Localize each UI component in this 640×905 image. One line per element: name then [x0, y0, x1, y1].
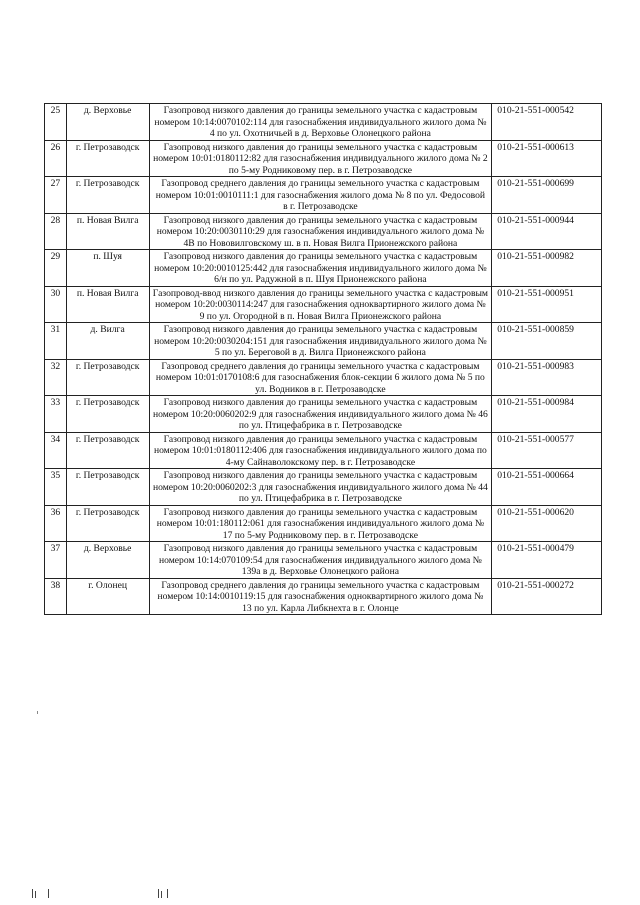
gas-pipeline-registry-table [44, 103, 602, 615]
row-registry-code: 010-21-551-000944 [492, 213, 602, 250]
row-location: д. Верховье [66, 542, 149, 579]
row-description: Газопровод среднего давления до границы земельного участка с кадастровым номером 10:14:0010119:15 для газоснабжения одноквартирного жилого дома № 13 по ул. Карла Либкнехта в г. Олонце [149, 578, 492, 615]
row-description: Газопровод низкого давления до границы земельного участка с кадастровым номером 10:14:0070102:114 для газоснабжения индивидуального жилого дома № 4 по ул. Охотничьей в д. Верховье Олонецкого района [149, 104, 492, 141]
row-description: Газопровод среднего давления до границы земельного участка с кадастровым номером 10:01:0010111:1 для газоснабжения жилого дома № 8 по ул. Федосовой в г. Петрозаводске [149, 177, 492, 214]
row-registry-code: 010-21-551-000982 [492, 250, 602, 287]
row-description: Газопровод низкого давления до границы земельного участка с кадастровым номером 10:20:0060202:9 для газоснабжения индивидуального жилого дома № 46 по ул. Птицефабрика в г. Петрозаводске [149, 396, 492, 433]
row-number: 25 [45, 104, 67, 141]
scan-mark [32, 889, 33, 898]
row-description: Газопровод низкого давления до границы земельного участка с кадастровым номером 10:20:0010125:442 для газоснабжения индивидуального жилого дома № 6/н по ул. Радужной в п. Шуя Прионежского района [149, 250, 492, 287]
row-location: г. Петрозаводск [66, 396, 149, 433]
row-location: г. Петрозаводск [66, 469, 149, 506]
scan-mark [35, 891, 36, 898]
row-registry-code: 010-21-551-000613 [492, 140, 602, 177]
table-row [45, 104, 602, 141]
table-row [45, 286, 602, 323]
row-number: 29 [45, 250, 67, 287]
row-number: 37 [45, 542, 67, 579]
table-row [45, 359, 602, 396]
row-registry-code: 010-21-551-000951 [492, 286, 602, 323]
row-number: 31 [45, 323, 67, 360]
table-row [45, 542, 602, 579]
row-location: г. Петрозаводск [66, 505, 149, 542]
scan-edge-marks [30, 889, 230, 903]
row-registry-code: 010-21-551-000272 [492, 578, 602, 615]
row-registry-code: 010-21-551-000664 [492, 469, 602, 506]
row-number: 26 [45, 140, 67, 177]
row-description: Газопровод низкого давления до границы земельного участка с кадастровым номером 10:01:0180112:82 для газоснабжения индивидуального жилого дома № 2 по 5-му Родниковому пер. в г. Петрозаводске [149, 140, 492, 177]
row-number: 27 [45, 177, 67, 214]
row-location: г. Олонец [66, 578, 149, 615]
row-description: Газопровод низкого давления до границы земельного участка с кадастровым номером 10:20:0030110:29 для газоснабжения индивидуального жилого дома № 4В по Нововилговскому ш. в п. Новая Вилга Прионежского района [149, 213, 492, 250]
row-number: 35 [45, 469, 67, 506]
table-row [45, 177, 602, 214]
scan-speck [37, 711, 38, 714]
table-row [45, 140, 602, 177]
row-description: Газопровод низкого давления до границы земельного участка с кадастровым номером 10:01:180112:061 для газоснабжения индивидуального жилого дома № 17 по 5-му Родниковому пер. в г. Петрозаводске [149, 505, 492, 542]
row-location: г. Петрозаводск [66, 359, 149, 396]
row-registry-code: 010-21-551-000542 [492, 104, 602, 141]
row-registry-code: 010-21-551-000620 [492, 505, 602, 542]
table-row [45, 323, 602, 360]
row-registry-code: 010-21-551-000577 [492, 432, 602, 469]
row-registry-code: 010-21-551-000983 [492, 359, 602, 396]
row-registry-code: 010-21-551-000699 [492, 177, 602, 214]
row-description: Газопровод среднего давления до границы земельного участка с кадастровым номером 10:01:0170108:6 для газоснабжения блок-секции 6 жилого дома № 5 по ул. Водников в г. Петрозаводске [149, 359, 492, 396]
row-location: г. Петрозаводск [66, 432, 149, 469]
row-number: 38 [45, 578, 67, 615]
scan-mark [167, 889, 168, 898]
row-registry-code: 010-21-551-000859 [492, 323, 602, 360]
table-row [45, 250, 602, 287]
scan-mark [161, 891, 162, 898]
row-location: п. Шуя [66, 250, 149, 287]
row-location: д. Верховье [66, 104, 149, 141]
table-row [45, 469, 602, 506]
row-number: 34 [45, 432, 67, 469]
row-description: Газопровод низкого давления до границы земельного участка с кадастровым номером 10:14:070109:54 для газоснабжения индивидуального жилого дома № 139а в д. Верховье Олонецкого района [149, 542, 492, 579]
row-description: Газопровод низкого давления до границы земельного участка с кадастровым номером 10:01:0180112:406 для газоснабжения индивидуального жилого дома по 4-му Сайнаволокскому пер. в г. Петрозаводске [149, 432, 492, 469]
table-row [45, 213, 602, 250]
row-location: п. Новая Вилга [66, 286, 149, 323]
row-number: 28 [45, 213, 67, 250]
table-row [45, 432, 602, 469]
row-location: п. Новая Вилга [66, 213, 149, 250]
table-row [45, 396, 602, 433]
row-location: д. Вилга [66, 323, 149, 360]
registry-table-body [45, 104, 602, 615]
row-number: 36 [45, 505, 67, 542]
row-description: Газопровод низкого давления до границы земельного участка с кадастровым номером 10:20:0030204:151 для газоснабжения индивидуального жилого дома № 5 по ул. Береговой в д. Вилга Прионежского района [149, 323, 492, 360]
table-row [45, 505, 602, 542]
row-number: 33 [45, 396, 67, 433]
row-registry-code: 010-21-551-000479 [492, 542, 602, 579]
table-row [45, 578, 602, 615]
row-location: г. Петрозаводск [66, 140, 149, 177]
scan-mark [48, 889, 49, 898]
row-description: Газопровод низкого давления до границы земельного участка с кадастровым номером 10:20:0060202:3 для газоснабжения индивидуального жилого дома № 44 по ул. Птицефабрика в г. Петрозаводске [149, 469, 492, 506]
row-registry-code: 010-21-551-000984 [492, 396, 602, 433]
scan-mark [158, 889, 159, 898]
row-description: Газопровод-ввод низкого давления до границы земельного участка с кадастровым номером 10:20:0030114:247 для газоснабжения одноквартирного жилого дома № 9 по ул. Огородной в п. Новая Вилга Прионежского района [149, 286, 492, 323]
row-number: 30 [45, 286, 67, 323]
row-location: г. Петрозаводск [66, 177, 149, 214]
row-number: 32 [45, 359, 67, 396]
